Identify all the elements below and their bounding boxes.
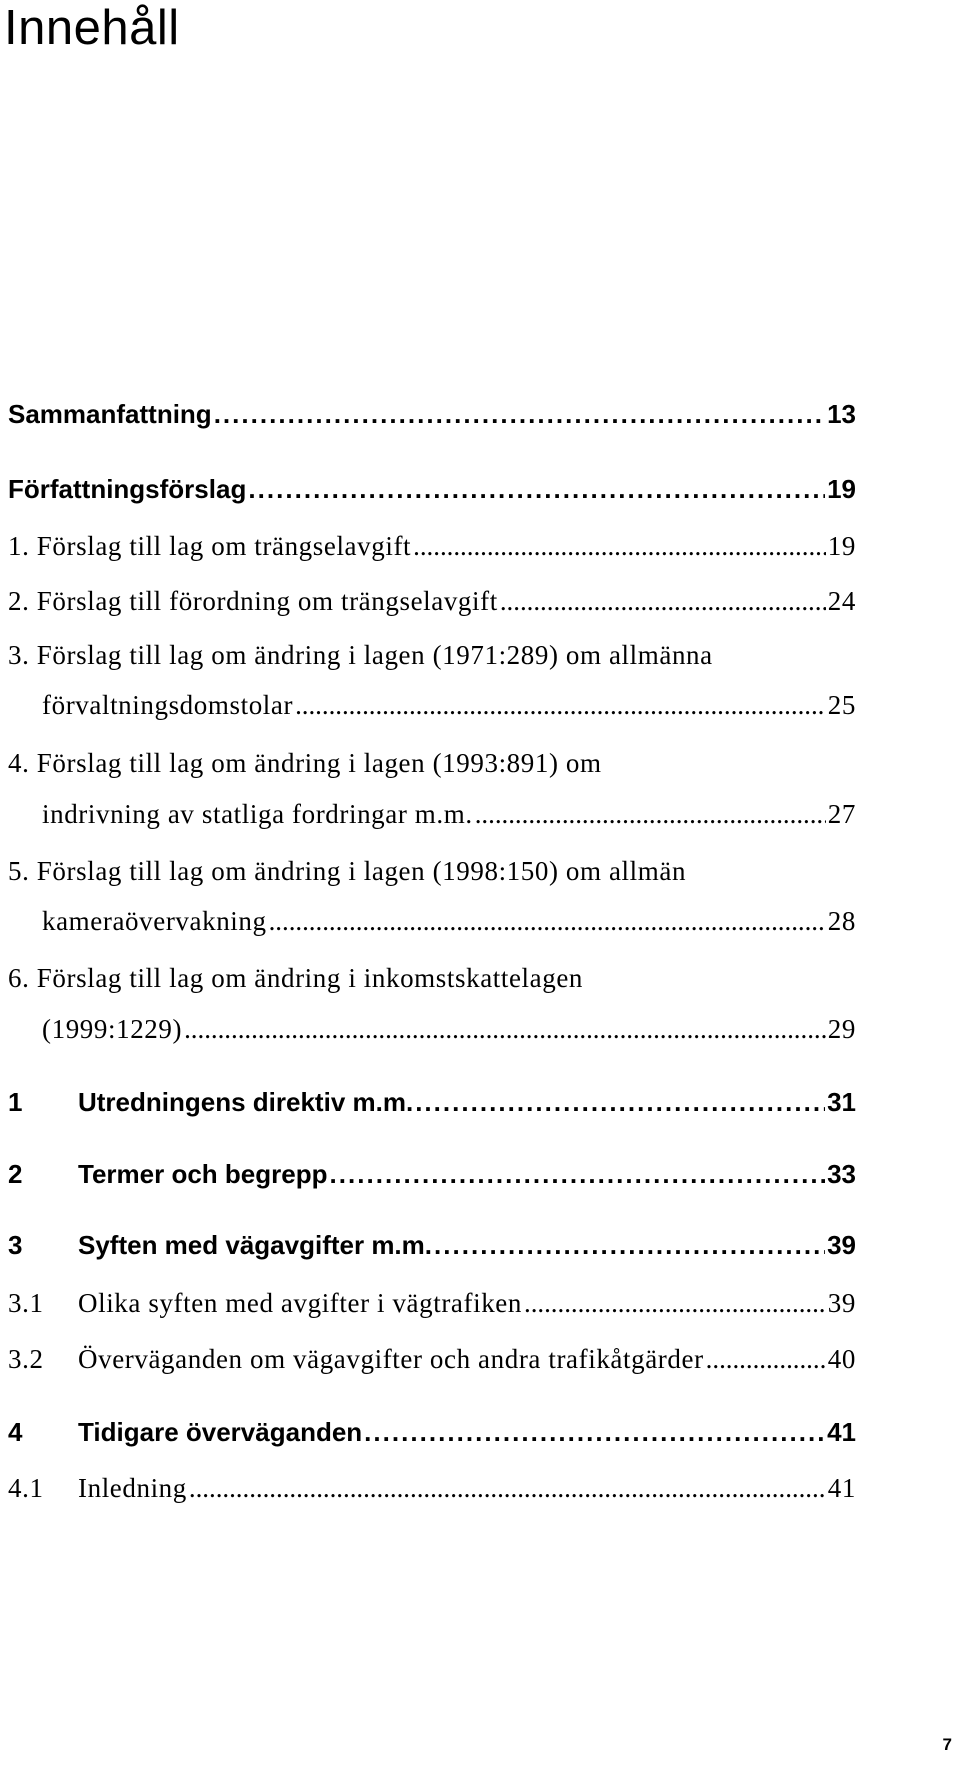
toc-entry-label: Syften med vägavgifter m.m. — [78, 1230, 432, 1260]
toc-entry-sammanfattning[interactable] — [8, 394, 856, 434]
toc-entry-label: Överväganden om vägavgifter och andra trafikåtgärder — [78, 1344, 704, 1374]
toc-entry-page: 39 — [827, 1288, 856, 1318]
toc-entry-forslag-5-line2[interactable] — [42, 901, 856, 941]
toc-entry-page: 24 — [827, 586, 856, 616]
toc-entry-label-continued: (1999:1229) — [42, 1014, 183, 1044]
dot-leader — [434, 1225, 825, 1265]
toc-entry-forslag-1[interactable] — [8, 526, 856, 566]
toc-entry-page: 41 — [827, 1473, 856, 1503]
toc-entry-label-continued: förvaltningsdomstolar — [42, 690, 294, 720]
toc-entry-page: 31 — [827, 1087, 856, 1117]
toc-entry-page: 39 — [827, 1230, 856, 1260]
toc-entry-number: 2 — [8, 1159, 23, 1189]
dot-leader — [500, 581, 826, 621]
toc-entry-label: 2. Förslag till förordning om trängselavgift — [8, 586, 498, 616]
toc-entry-page: 40 — [827, 1344, 856, 1374]
toc-entry-number: 3 — [8, 1230, 23, 1260]
toc-entry-forslag-4-line2[interactable] — [42, 794, 856, 834]
dot-leader — [415, 1082, 825, 1122]
toc-entry-page: 13 — [827, 399, 856, 429]
dot-leader — [184, 1009, 826, 1049]
toc-entry-label-continued: kameraövervakning — [42, 906, 267, 936]
toc-entry-label: 1. Förslag till lag om trängselavgift — [8, 531, 412, 561]
dot-leader — [329, 1154, 825, 1194]
toc-entry-page: 41 — [827, 1417, 856, 1447]
toc-entry-chapter-3[interactable] — [8, 1225, 856, 1265]
dot-leader — [364, 1412, 825, 1452]
page-number: 7 — [942, 1735, 952, 1754]
toc-entry-label: 5. Förslag till lag om ändring i lagen (1998:150) om allmän — [8, 856, 687, 886]
dot-leader — [475, 794, 826, 834]
toc-entry-section-3-2[interactable] — [8, 1339, 856, 1379]
toc-entry-label: 3. Förslag till lag om ändring i lagen (1971:289) om allmänna — [8, 640, 713, 670]
toc-entry-number: 4.1 — [8, 1473, 44, 1503]
toc-entry-forslag-6-line1[interactable] — [8, 958, 856, 998]
toc-entry-forslag-3-line1[interactable] — [8, 635, 856, 675]
toc-entry-number: 1 — [8, 1087, 23, 1117]
toc-entry-page: 27 — [827, 799, 856, 829]
toc-entry-page: 25 — [827, 690, 856, 720]
toc-entry-label: Utredningens direktiv m.m. — [78, 1087, 414, 1117]
toc-entry-forslag-2[interactable] — [8, 581, 856, 621]
toc-entry-forslag-6-line2[interactable] — [42, 1009, 856, 1049]
toc-entry-page: 19 — [827, 531, 856, 561]
toc-entry-chapter-4[interactable] — [8, 1412, 856, 1452]
toc-entry-page: 33 — [827, 1159, 856, 1189]
toc-entry-page: 29 — [827, 1014, 856, 1044]
toc-entry-label: Sammanfattning — [8, 399, 212, 429]
toc-entry-forslag-4-line1[interactable] — [8, 743, 856, 783]
toc-entry-label: Författningsförslag — [8, 474, 247, 504]
toc-entry-label: Olika syften med avgifter i vägtrafiken — [78, 1288, 522, 1318]
toc-entry-forfattningsforslag[interactable] — [8, 469, 856, 509]
dot-leader — [189, 1468, 826, 1508]
dot-leader — [295, 685, 826, 725]
dot-leader — [524, 1283, 826, 1323]
toc-entry-section-4-1[interactable] — [8, 1468, 856, 1508]
dot-leader — [248, 469, 825, 509]
toc-entry-label: Inledning — [78, 1473, 187, 1503]
toc-entry-number: 4 — [8, 1417, 23, 1447]
toc-entry-chapter-2[interactable] — [8, 1154, 856, 1194]
dot-leader — [214, 394, 825, 434]
toc-entry-number: 3.2 — [8, 1344, 44, 1374]
toc-entry-label: 6. Förslag till lag om ändring i inkomstskattelagen — [8, 963, 584, 993]
dot-leader — [413, 526, 826, 566]
toc-entry-label: Termer och begrepp — [78, 1159, 328, 1189]
toc-entry-forslag-5-line1[interactable] — [8, 851, 856, 891]
toc-entry-page: 19 — [827, 474, 856, 504]
toc-entry-page: 28 — [827, 906, 856, 936]
toc-entry-forslag-3-line2[interactable] — [42, 685, 856, 725]
toc-entry-label-continued: indrivning av statliga fordringar m.m. — [42, 799, 473, 829]
toc-entry-label: 4. Förslag till lag om ändring i lagen (1993:891) om — [8, 748, 602, 778]
toc-entry-label: Tidigare överväganden — [78, 1417, 363, 1447]
dot-leader — [706, 1339, 826, 1379]
dot-leader — [269, 901, 826, 941]
page-title: Innehåll — [4, 1, 180, 55]
toc-entry-section-3-1[interactable] — [8, 1283, 856, 1323]
toc-entry-number: 3.1 — [8, 1288, 44, 1318]
toc-entry-chapter-1[interactable] — [8, 1082, 856, 1122]
